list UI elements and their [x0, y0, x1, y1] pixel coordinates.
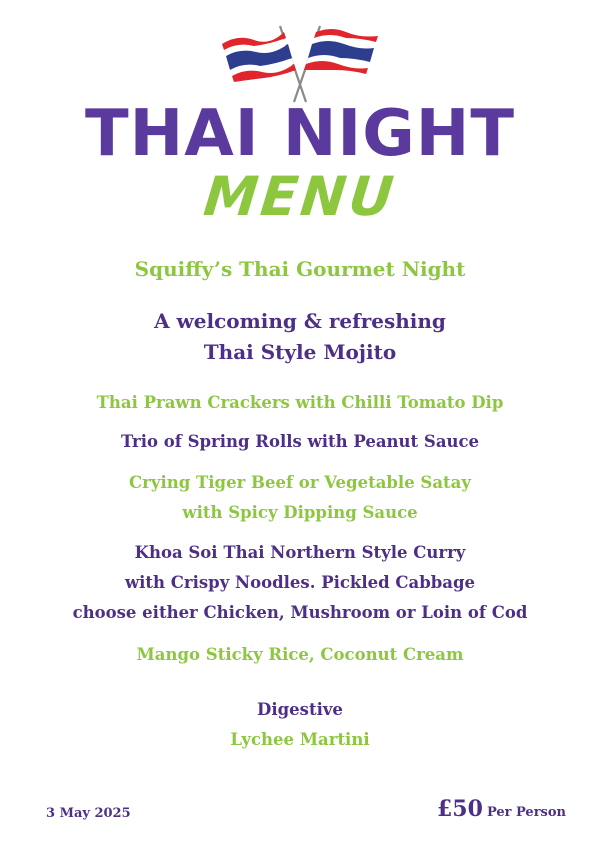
- digestive-item: Lychee Martini: [230, 730, 370, 749]
- course-satay-line1: Crying Tiger Beef or Vegetable Satay: [129, 473, 471, 492]
- course-curry-line3: choose either Chicken, Mushroom or Loin of Cod: [72, 603, 528, 622]
- menu-subtitle: MENU: [200, 165, 400, 228]
- menu-title: THAI NIGHT: [85, 97, 515, 171]
- price-value: £50: [437, 796, 483, 822]
- course-satay-line2: with Spicy Dipping Sauce: [182, 503, 418, 522]
- price-per-person-label: Per Person: [486, 805, 566, 820]
- digestive-heading: Digestive: [257, 700, 343, 719]
- course-spring-rolls: Trio of Spring Rolls with Peanut Sauce: [120, 432, 480, 451]
- price-block: [437, 796, 566, 822]
- right-thai-flag: [304, 29, 378, 74]
- welcome-drink-line2: Thai Style Mojito: [203, 340, 397, 364]
- course-curry-line2: with Crispy Noodles. Pickled Cabbage: [124, 573, 476, 592]
- dessert-item: Mango Sticky Rice, Coconut Cream: [136, 645, 464, 664]
- course-prawn-crackers: Thai Prawn Crackers with Chilli Tomato Dip: [96, 393, 504, 412]
- left-thai-flag: [222, 32, 296, 82]
- event-tagline: Squiffy’s Thai Gourmet Night: [134, 257, 466, 281]
- event-date: 3 May 2025: [46, 806, 131, 821]
- course-curry-line1: Khoa Soi Thai Northern Style Curry: [134, 543, 466, 562]
- welcome-drink-line1: A welcoming & refreshing: [154, 309, 446, 333]
- thai-flags-icon: [218, 22, 382, 106]
